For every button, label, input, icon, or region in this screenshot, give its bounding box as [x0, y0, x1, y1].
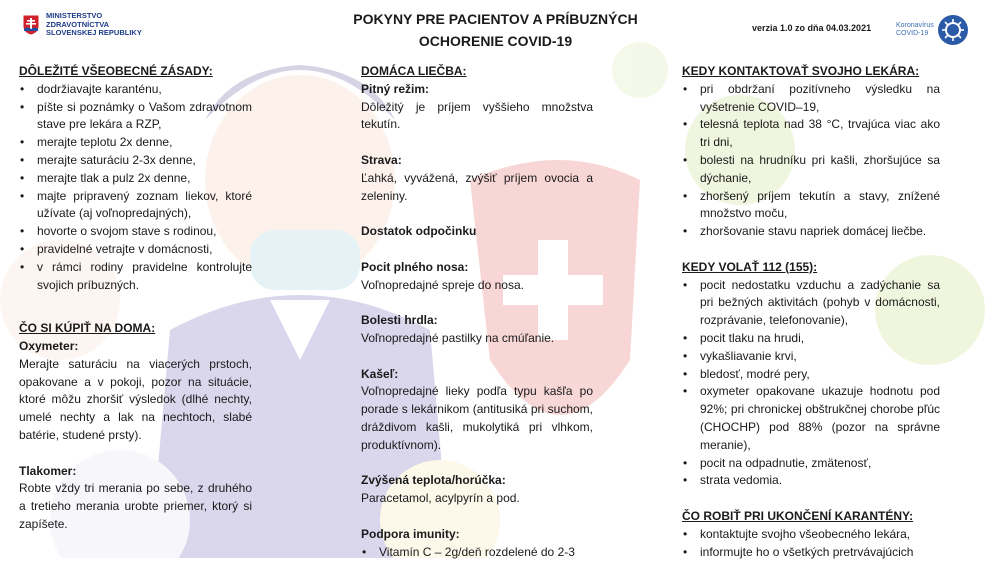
list-item: • merajte saturáciu 2-3x denne,: [19, 152, 252, 170]
list-item: • dodržiavajte karanténu,: [19, 81, 252, 99]
covid-logo: Koronavírus COVID-19: [896, 14, 969, 46]
tlakomer-title: Tlakomer:: [19, 463, 77, 478]
list-item: • strata vedomia.: [682, 472, 940, 490]
contact-doctor-list: [682, 81, 940, 241]
block-title: Podpora imunity:: [361, 526, 460, 541]
block-text: Paracetamol, acylpyrín a pod.: [361, 491, 520, 506]
section-title-what-to-buy: ČO SI KÚPIŤ NA DOMA:: [19, 321, 156, 336]
version-label: verzia 1.0 zo dňa 04.03.2021: [752, 23, 872, 33]
column-general: [19, 63, 252, 534]
end-quarantine-list: [682, 526, 940, 561]
list-item: • pocit nedostatku vzduchu a zadýchanie sa pri bežných aktivitách (pohyb v domácnosti, rozprávanie, telefonovanie),: [682, 277, 940, 330]
list-item: • v rámci rodiny pravidelne kontrolujte svojich príbuzných.: [19, 259, 252, 295]
section-title-contact-doctor: KEDY KONTAKTOVAŤ SVOJHO LEKÁRA:: [682, 64, 920, 78]
list-item: • píšte si poznámky o Vašom zdravotnom stave pre lekára a RZP,: [19, 99, 252, 135]
list-item: • kontaktujte svojho všeobecného lekára,: [682, 526, 940, 544]
list-item: • merajte teplotu 2x denne,: [19, 134, 252, 152]
list-item: • oxymeter opakovane ukazuje hodnotu pod 92%; pri chronickej obštrukčnej chorobe pľúc (CHOCHP) pod 88% (pozor na správne meranie),: [682, 383, 940, 454]
list-item: • bledosť, modré pery,: [682, 366, 940, 384]
list-item: • pravidelné vetrajte v domácnosti,: [19, 241, 252, 259]
list-item: • informujte ho o všetkých pretrvávajúcich: [682, 544, 940, 561]
list-item: • hovorte o svojom stave s rodinou,: [19, 223, 252, 241]
block-text: Voľnopredajné pastilky na cmúľanie.: [361, 330, 555, 345]
list-item: • pocit tlaku na hrudi,: [682, 330, 940, 348]
block-text: Voľnopredajné lieky podľa typu kašľa po porade s lekárnikom (antitusiká pri suchom, dráždivom kašli, mukolytiká pri vlhkom, produktívnom).: [361, 384, 593, 452]
block-title: Dostatok odpočinku: [361, 224, 477, 239]
list-item: • pocit na odpadnutie, zmätenosť,: [682, 455, 940, 473]
general-principles-list: [19, 81, 252, 295]
list-item: • vykašliavanie krvi,: [682, 348, 940, 366]
list-item: • majte pripravený zoznam liekov, ktoré užívate (aj voľnopredajných),: [19, 188, 252, 224]
block-title: Kašeľ:: [361, 366, 399, 381]
block-text: Ľahká, vyvážená, zvýšiť príjem ovocia a zeleniny.: [361, 170, 593, 203]
column-home-treatment: [361, 63, 593, 561]
list-item: • telesná teplota nad 38 °C, trvajúca viac ako tri dni,: [682, 116, 940, 152]
list-item: • merajte tlak a pulz 2x denne,: [19, 170, 252, 188]
block-title: Pocit plného nosa:: [361, 259, 469, 274]
tlakomer-text: Robte vždy tri merania po sebe, z druhého a tretieho merania urobte priemer, ktorý si zapíšete.: [19, 481, 252, 531]
list-item: • pri obdržaní pozitívneho výsledku na vyšetrenie COVID–19,: [682, 81, 940, 117]
ministry-name: MINISTERSTVO ZDRAVOTNÍCTVA SLOVENSKEJ REPUBLIKY: [46, 11, 142, 37]
section-title-home-treatment: DOMÁCA LIEČBA:: [361, 64, 467, 78]
oxymeter-title: Oxymeter:: [19, 338, 79, 353]
title-line-2: OCHORENIE COVID-19: [418, 33, 573, 49]
section-title-end-quarantine: ČO ROBIŤ PRI UKONČENÍ KARANTÉNY:: [682, 508, 914, 523]
virus-icon: [937, 14, 969, 46]
list-item: • Vitamín C – 2g/deň rozdelené do 2-3: [361, 544, 593, 561]
list-item: • zhoršovanie stavu napriek domácej liečbe.: [682, 223, 940, 241]
block-title: Zvýšená teplota/horúčka:: [361, 473, 506, 488]
column-when-to-call: [682, 63, 940, 561]
title-line-1: POKYNY PRE PACIENTOV A PRÍBUZNÝCH: [353, 11, 638, 27]
section-title-general-principles: DÔLEŽITÉ VŠEOBECNÉ ZÁSADY:: [19, 64, 213, 78]
block-text: Voľnopredajné spreje do nosa.: [361, 277, 524, 292]
list-item: • bolesti na hrudníku pri kašli, zhoršujúce sa dýchanie,: [682, 152, 940, 188]
oxymeter-text: Merajte saturáciu na viacerých prstoch, opakovane a v pokoji, pozor na situácie, ktoré môžu zhoršiť výsledok (dlhé nechty, umelé nechty a lak na nechtoch, slabé batérie, studené prsty).: [19, 356, 252, 442]
block-text: Dôležitý je príjem vyššieho množstva tekutín.: [361, 99, 593, 132]
immunity-list: [361, 544, 593, 561]
block-title: Pitný režim:: [361, 81, 430, 96]
call-112-list: [682, 277, 940, 491]
list-item: • zhoršený príjem tekutín a stavy, znížené množstvo moču,: [682, 188, 940, 224]
block-title: Bolesti hrdla:: [361, 313, 438, 328]
section-title-call-112: KEDY VOLAŤ 112 (155):: [682, 259, 818, 274]
block-title: Strava:: [361, 152, 402, 167]
